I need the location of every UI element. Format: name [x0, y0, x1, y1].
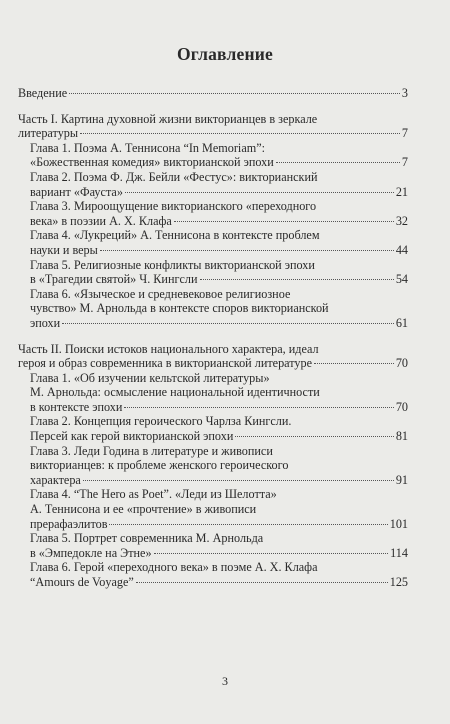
toc-entry-last-line — [30, 473, 408, 488]
dot-leader — [100, 250, 394, 251]
toc-entry-last-line — [30, 429, 408, 444]
toc-entry-line: Глава 6. Герой «переходного века» в поэме А. Х. Клафа — [30, 560, 318, 575]
toc-entry-line: прерафаэлитов — [30, 516, 108, 531]
dot-leader — [83, 480, 394, 481]
toc-entry — [30, 287, 408, 331]
toc-entry-page: 44 — [395, 242, 408, 257]
toc-entry-page: 54 — [395, 272, 408, 287]
toc-entry-last-line — [30, 243, 408, 258]
toc-entry-page: 32 — [395, 213, 408, 228]
toc-entry — [30, 141, 408, 170]
dot-leader — [276, 162, 400, 163]
toc-entry-line: Глава 4. «Лукреций» А. Теннисона в контексте проблем — [30, 228, 320, 243]
toc-entry-page: 3 — [401, 86, 408, 100]
dot-leader — [124, 407, 393, 408]
toc-entry-last-line — [18, 86, 408, 101]
page-title: Оглавление — [177, 44, 273, 64]
dot-leader — [200, 279, 394, 280]
toc-entry-line: Глава 2. Поэма Ф. Дж. Бейли «Фестус»: викторианский — [30, 169, 318, 184]
toc-entry-line: в контексте эпохи — [30, 399, 123, 414]
table-of-contents — [18, 86, 408, 590]
toc-entry-last-line — [18, 126, 408, 141]
toc-entry-last-line — [30, 214, 408, 229]
toc-entry-line: Глава 1. «Об изучении кельтской литературы» — [30, 370, 270, 385]
toc-entry-page: 91 — [395, 472, 408, 487]
toc-entry-line: эпохи — [30, 315, 61, 330]
toc-entry-page: 114 — [390, 545, 408, 560]
dot-leader — [62, 323, 394, 324]
toc-entry — [18, 342, 408, 371]
toc-entry-line: Глава 3. Мироощущение викторианского «переходного — [30, 199, 317, 214]
toc-entry-page: 61 — [395, 315, 408, 330]
toc-entry-line: чувство» М. Арнольда в контексте споров викторианской — [30, 301, 329, 316]
toc-entry-page: 7 — [401, 126, 408, 141]
toc-entry-line: века» в поэзии А. Х. Клафа — [30, 213, 172, 228]
toc-entry-line: героя и образ современника в викторианской литературе — [18, 356, 313, 371]
toc-entry-line: вариант «Фауста» — [30, 184, 123, 199]
toc-entry-line: в «Эмпедокле на Этне» — [30, 545, 152, 560]
toc-entry-page: 21 — [395, 184, 408, 199]
toc-entry-line: Глава 5. Портрет современника М. Арнольда — [30, 531, 264, 546]
dot-leader — [314, 363, 394, 364]
toc-entry-last-line — [30, 546, 408, 561]
toc-entry-line: Глава 5. Религиозные конфликты викторианской эпохи — [30, 257, 315, 272]
toc-entry-last-line — [30, 155, 408, 170]
page-number: 3 — [222, 674, 228, 688]
toc-entry-line: Глава 4. “The Hero as Poet”. «Леди из Шелотта» — [30, 487, 277, 502]
dot-leader — [235, 436, 393, 437]
toc-entry — [18, 112, 408, 141]
toc-entry-line: А. Теннисона и ее «прочтение» в живописи — [30, 502, 257, 517]
toc-entry — [30, 487, 408, 531]
toc-entry-line: Часть II. Поиски истоков национального характера, идеал — [18, 341, 319, 356]
toc-entry — [30, 414, 408, 443]
toc-entry-last-line — [30, 316, 408, 331]
toc-entry — [30, 228, 408, 257]
dot-leader — [69, 93, 400, 94]
toc-entry-line: Часть I. Картина духовной жизни викторианцев в зеркале — [18, 111, 318, 126]
dot-leader — [136, 582, 388, 583]
toc-entry-last-line — [30, 272, 408, 287]
toc-entry-page: 125 — [389, 575, 408, 589]
toc-entry-line: Глава 1. Поэма А. Теннисона “In Memoriam”: — [30, 140, 266, 155]
dot-leader — [109, 524, 387, 525]
toc-entry — [30, 170, 408, 199]
toc-entry-line: М. Арнольда: осмысление национальной идентичности — [30, 385, 320, 400]
toc-entry — [30, 444, 408, 488]
toc-entry-page: 70 — [395, 356, 408, 371]
toc-entry-line: Глава 3. Леди Година в литературе и живописи — [30, 443, 273, 458]
toc-entry-last-line — [18, 356, 408, 371]
toc-entry-last-line — [30, 400, 408, 415]
toc-entry-page: 81 — [395, 429, 408, 444]
toc-entry — [18, 86, 408, 101]
toc-entry-line: викторианцев: к проблеме женского героического — [30, 458, 289, 473]
toc-entry-line: в «Трагедии святой» Ч. Кингсли — [30, 272, 198, 287]
toc-entry-last-line — [30, 575, 408, 590]
dot-leader — [125, 192, 394, 193]
dot-leader — [154, 553, 389, 554]
toc-entry-line: литературы — [18, 126, 79, 141]
toc-entry — [30, 199, 408, 228]
toc-entry-page: 101 — [389, 516, 408, 531]
toc-entry-page: 70 — [395, 399, 408, 414]
toc-entry-line: Введение — [18, 86, 68, 100]
toc-entry-line: Глава 2. Концепция героического Чарлза Кингсли. — [30, 414, 292, 429]
toc-entry-line: характера — [30, 472, 81, 487]
dot-leader — [174, 221, 394, 222]
toc-entry-page: 7 — [401, 155, 408, 170]
toc-entry-line: науки и веры — [30, 242, 98, 257]
toc-entry-line: Глава 6. «Языческое и средневековое религиозное — [30, 286, 291, 301]
toc-entry-line: “Amours de Voyage” — [30, 575, 134, 589]
toc-entry — [30, 371, 408, 415]
toc-entry — [30, 560, 408, 589]
toc-entry-line: «Божественная комедия» викторианской эпохи — [30, 155, 274, 170]
toc-entry-last-line — [30, 185, 408, 200]
toc-entry — [30, 531, 408, 560]
toc-entry-line: Персей как герой викторианской эпохи — [30, 429, 234, 444]
toc-entry-last-line — [30, 517, 408, 532]
dot-leader — [80, 133, 400, 134]
toc-entry — [30, 258, 408, 287]
